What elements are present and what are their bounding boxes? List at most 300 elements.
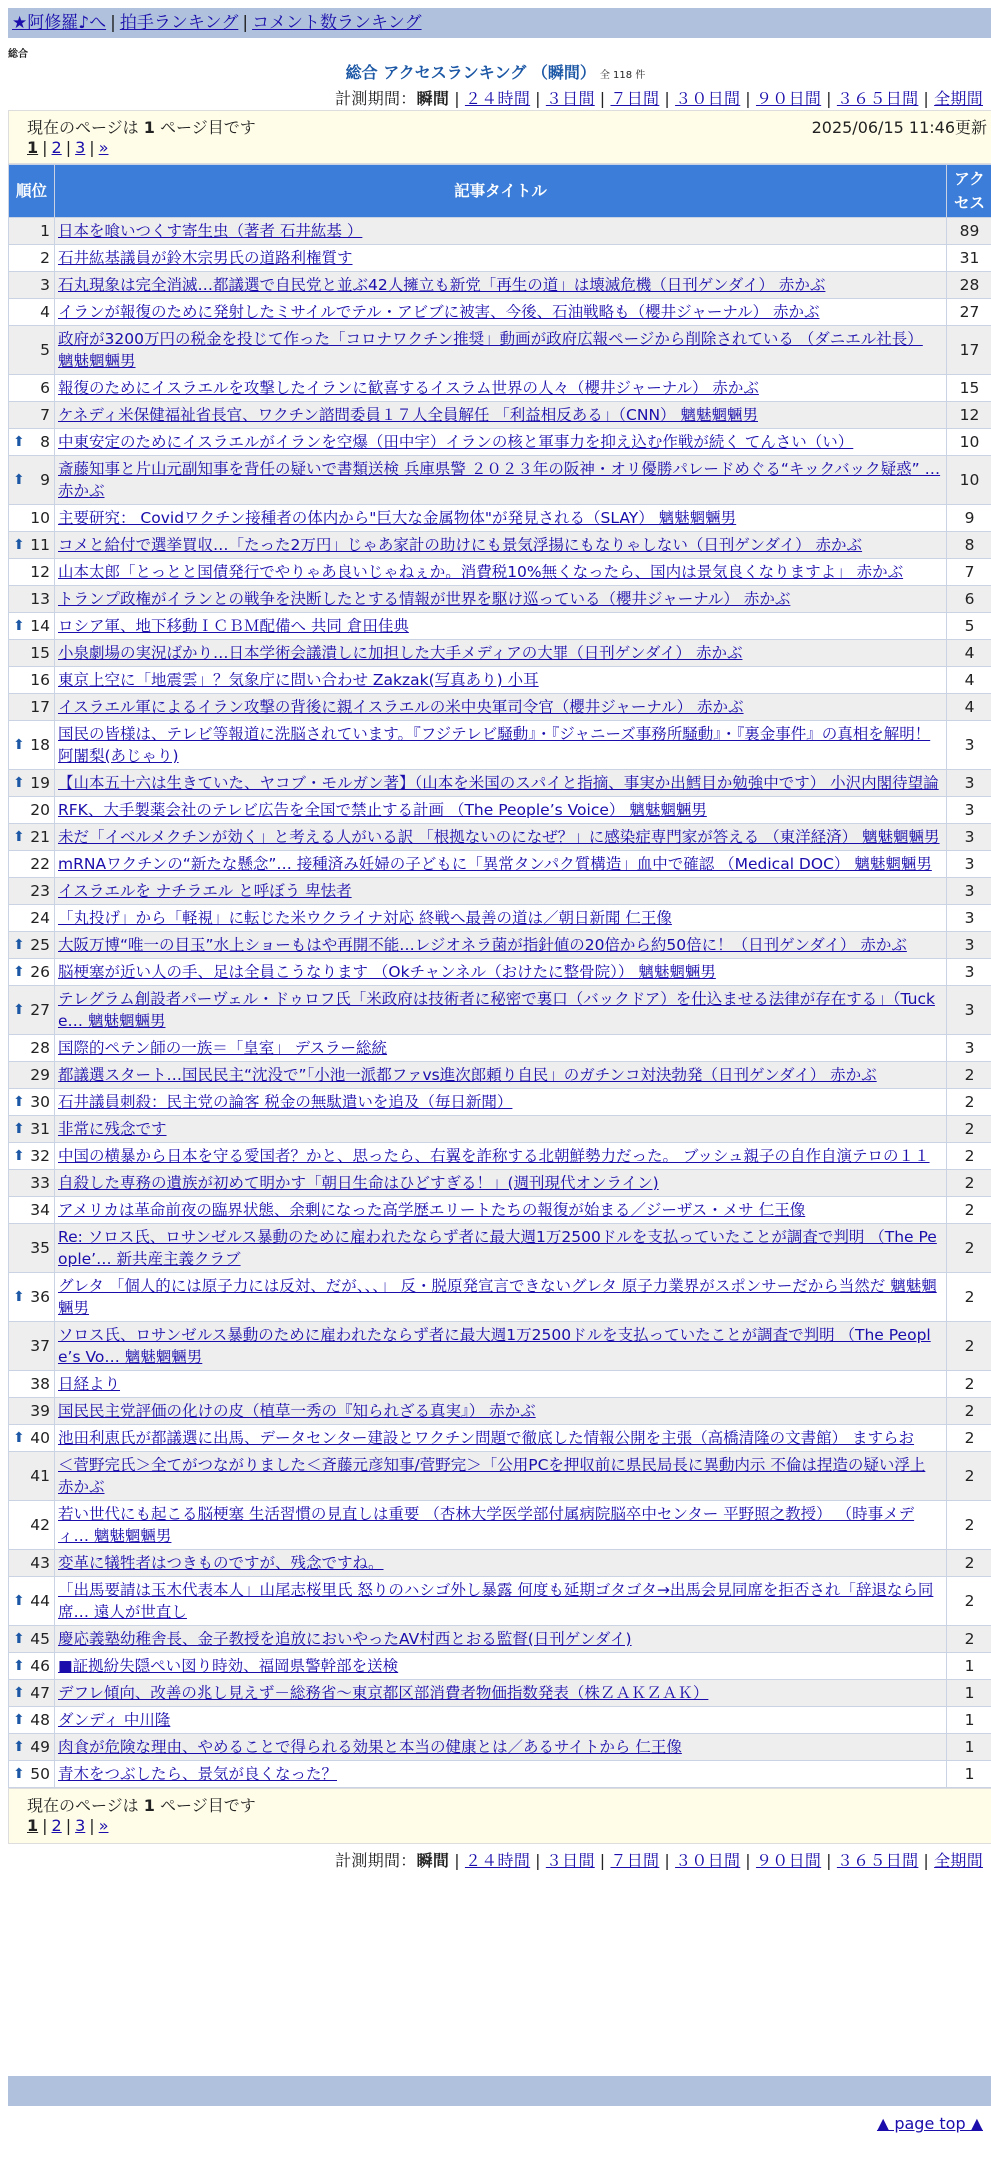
access-count: 2 — [947, 1550, 991, 1577]
access-count: 3 — [947, 878, 991, 905]
rank-number: 22 — [30, 855, 50, 873]
access-count: 2 — [947, 1398, 991, 1425]
period-selector-top — [335, 86, 983, 109]
article-link[interactable]: 非常に残念です — [58, 1120, 167, 1138]
period-option-link[interactable]: ３日間 — [545, 89, 595, 108]
title-cell — [55, 402, 947, 429]
rank-cell — [9, 1626, 55, 1653]
period-separator: | — [454, 89, 460, 108]
pager-top — [8, 110, 991, 164]
current-page-number: 1 — [143, 1796, 155, 1815]
article-link[interactable]: 【山本五十六は生きていた、ヤコブ・モルガン著】（山本を米国のスパイと指摘、事実か出鱈目か勉強中です） 小沢内閣待望論 — [58, 774, 939, 792]
title-cell — [55, 559, 947, 586]
period-label: 計測期間： — [335, 89, 417, 108]
title-header: 記事タイトル — [55, 165, 947, 218]
table-row — [9, 1322, 991, 1371]
table-row — [9, 1062, 991, 1089]
article-link[interactable]: 日経より — [58, 1375, 121, 1393]
article-link[interactable]: mRNAワクチンの“新たな懸念”… 接種済み妊婦の子どもに「異常タンパク質構造」血中で確認 （Medical DOC） 魑魅魍魎男 — [58, 855, 932, 873]
rank-number: 28 — [30, 1039, 50, 1057]
access-count: 17 — [947, 326, 991, 375]
article-link[interactable]: ソロス氏、ロサンゼルス暴動のために雇われたならず者に最大週1万2500ドルを支払っていたことが調査で判明 （The People’s Vo… 魑魅魍魎男 — [58, 1326, 931, 1366]
access-count: 5 — [947, 613, 991, 640]
page-link[interactable]: 3 — [75, 1816, 86, 1835]
access-count: 7 — [947, 559, 991, 586]
article-link[interactable]: ロシア軍、地下移動ＩＣＢＭ配備へ 共同 倉田佳典 — [58, 617, 409, 635]
period-option-link[interactable]: ３６５日間 — [836, 1851, 919, 1870]
access-count: 2 — [947, 1224, 991, 1273]
rank-cell — [9, 694, 55, 721]
rank-number: 26 — [30, 963, 50, 981]
table-row — [9, 1452, 991, 1501]
title-cell — [55, 1577, 947, 1626]
period-separator: | — [826, 1851, 832, 1870]
page-title-text: 総合 アクセスランキング （瞬間） — [345, 63, 596, 82]
article-link[interactable]: 国民の皆様は、テレビ等報道に洗脳されています。『フジテレビ騒動』・『ジャニーズ事務所騒動』・『裏金事件』の真相を解明！ 阿闍梨(あじゃり) — [58, 725, 931, 765]
rank-cell — [9, 1398, 55, 1425]
rank-cell — [9, 1062, 55, 1089]
rank-number: 13 — [30, 590, 50, 608]
pagination — [27, 1816, 108, 1835]
access-count: 3 — [947, 824, 991, 851]
rank-number: 11 — [30, 536, 50, 554]
rank-cell — [9, 1116, 55, 1143]
article-link[interactable]: イランが報復のために発射したミサイルでテル・アビブに被害、今後、石油戦略も（櫻井ジャーナル） 赤かぶ — [58, 303, 820, 321]
article-link[interactable]: トランプ政権がイランとの戦争を決断したとする情報が世界を駆け巡っている（櫻井ジャーナル） 赤かぶ — [58, 590, 791, 608]
rank-number: 38 — [30, 1375, 50, 1393]
access-count: 28 — [947, 272, 991, 299]
table-row — [9, 1577, 991, 1626]
period-separator: | — [664, 1851, 671, 1870]
rank-cell — [9, 932, 55, 959]
article-link[interactable]: 中東安定のためにイスラエルがイランを空爆（田中宇）イランの核と軍事力を抑え込む作戦が続く てんさい（い） — [58, 433, 854, 451]
rank-cell — [9, 878, 55, 905]
clap-ranking-link[interactable]: 拍手ランキング — [119, 13, 239, 33]
access-count: 3 — [947, 959, 991, 986]
period-separator: | — [745, 89, 751, 108]
page-link[interactable]: 2 — [51, 138, 62, 157]
rank-number: 29 — [30, 1066, 50, 1084]
access-count: 4 — [947, 640, 991, 667]
up-arrow-icon: ⬆ — [13, 1430, 25, 1446]
rank-number: 31 — [30, 1120, 50, 1138]
rank-cell — [9, 1089, 55, 1116]
title-cell — [55, 1224, 947, 1273]
rank-number: 1 — [40, 222, 50, 240]
title-cell — [55, 375, 947, 402]
rank-cell — [9, 402, 55, 429]
rank-number: 37 — [30, 1337, 50, 1355]
period-separator: | — [454, 1851, 460, 1870]
table-row — [9, 1680, 991, 1707]
rank-cell — [9, 721, 55, 770]
article-link[interactable]: 小泉劇場の実況ばかり…日本学術会議潰しに加担した大手メディアの大罪（日刊ゲンダイ） 赤かぶ — [58, 644, 743, 662]
up-arrow-icon: ⬆ — [13, 1766, 25, 1782]
title-cell — [55, 1273, 947, 1322]
table-row — [9, 667, 991, 694]
rank-number: 43 — [30, 1554, 50, 1572]
title-cell — [55, 1626, 947, 1653]
up-arrow-icon: ⬆ — [13, 937, 25, 953]
rank-cell — [9, 640, 55, 667]
table-row — [9, 1371, 991, 1398]
top-nav-bar — [8, 8, 991, 38]
up-arrow-icon: ⬆ — [13, 434, 25, 450]
up-arrow-icon: ⬆ — [13, 618, 25, 634]
rank-number: 12 — [30, 563, 50, 581]
access-count: 3 — [947, 770, 991, 797]
page-link[interactable]: 3 — [75, 138, 86, 157]
table-row — [9, 1035, 991, 1062]
rank-cell — [9, 1322, 55, 1371]
rank-number: 18 — [30, 736, 50, 754]
rank-cell — [9, 797, 55, 824]
page-separator: | — [89, 138, 95, 157]
table-row — [9, 770, 991, 797]
article-link[interactable]: Re: ソロス氏、ロサンゼルス暴動のために雇われたならず者に最大週1万2500ドルを支払っていたことが調査で判明 （The People’… 新共産主義クラブ — [58, 1228, 937, 1268]
page-top-link[interactable]: ▲ page top ▲ — [876, 2114, 983, 2133]
current-page-prefix: 現在のページは — [27, 1796, 144, 1815]
table-row — [9, 1550, 991, 1577]
rank-number: 50 — [30, 1765, 50, 1783]
rank-number: 36 — [30, 1288, 50, 1306]
table-row — [9, 559, 991, 586]
title-cell — [55, 770, 947, 797]
page-separator: | — [89, 1816, 95, 1835]
article-link[interactable]: 石丸現象は完全消滅…都議選で自民党と並ぶ42人擁立も新党「再生の道」は壊滅危機（日刊ゲンダイ） 赤かぶ — [58, 276, 826, 294]
ranking-body — [9, 218, 991, 1788]
article-link[interactable]: ■証拠紛失隠ぺい図り時効、福岡県警幹部を送検 — [58, 1657, 399, 1675]
rank-cell — [9, 326, 55, 375]
table-row — [9, 1653, 991, 1680]
title-cell — [55, 613, 947, 640]
table-row — [9, 402, 991, 429]
access-count: 8 — [947, 532, 991, 559]
article-link[interactable]: 未だ「イベルメクチンが効く」と考える人がいる訳 「根拠ないのになぜ？」に感染症専門家が答える （東洋経済） 魑魅魍魎男 — [58, 828, 940, 846]
period-option-link[interactable]: 全期間 — [934, 89, 983, 108]
title-cell — [55, 878, 947, 905]
up-arrow-icon: ⬆ — [13, 964, 25, 980]
access-count: 3 — [947, 905, 991, 932]
period-option-link[interactable]: ９０日間 — [755, 89, 822, 108]
access-count: 2 — [947, 1577, 991, 1626]
period-separator: | — [826, 89, 832, 108]
rank-number: 19 — [30, 774, 50, 792]
title-cell — [55, 1398, 947, 1425]
nav-separator: | — [242, 13, 249, 33]
article-link[interactable]: 国民民主党評価の化けの皮（植草一秀の『知られざる真実』） 赤かぶ — [58, 1402, 536, 1420]
title-cell — [55, 824, 947, 851]
article-link[interactable]: ケネディ米保健福祉省長官、ワクチン諮問委員１７人全員解任 「利益相反ある」（CNN） 魑魅魍魎男 — [58, 406, 758, 424]
article-link[interactable]: ダンディ 中川隆 — [58, 1711, 171, 1729]
article-link[interactable]: 報復のためにイスラエルを攻撃したイランに歓喜するイスラム世界の人々（櫻井ジャーナル） 赤かぶ — [58, 379, 759, 397]
rank-cell — [9, 1501, 55, 1550]
rank-cell — [9, 1680, 55, 1707]
article-link[interactable]: 都議選スタート…国民民主“沈没で”「小池一派都ファvs進次郎頼り自民」のガチンコ対決勃発（日刊ゲンダイ） 赤かぶ — [58, 1066, 877, 1084]
table-row — [9, 245, 991, 272]
article-link[interactable]: 斎藤知事と片山元副知事を背任の疑いで書類送検 兵庫県警 ２０２３年の阪神・オリ優勝パレードめぐる“キックバック疑惑” … 赤かぶ — [58, 460, 941, 500]
period-option-link[interactable]: ２４時間 — [464, 89, 531, 108]
up-arrow-icon: ⬆ — [13, 1094, 25, 1110]
table-row — [9, 299, 991, 326]
period-option-link[interactable]: ７日間 — [610, 89, 660, 108]
article-link[interactable]: 青木をつぶしたら、景気が良くなった？ — [58, 1765, 338, 1783]
article-link[interactable]: 主要研究： Covidワクチン接種者の体内から"巨大な金属物体"が発見される（SLAY） 魑魅魍魎男 — [58, 509, 737, 527]
rank-cell — [9, 824, 55, 851]
table-row — [9, 959, 991, 986]
access-count: 12 — [947, 402, 991, 429]
article-link[interactable]: 「出馬要請は玉木代表本人」山尾志桜里氏 怒りのハシゴ外し暴露 何度も延期ゴタゴタ→出馬会見同席を拒否され「辞退なら同席… 遠人が世直し — [58, 1581, 934, 1621]
table-row — [9, 694, 991, 721]
title-cell — [55, 1452, 947, 1501]
rank-number: 14 — [30, 617, 50, 635]
rank-number: 7 — [40, 406, 50, 424]
comment-ranking-link[interactable]: コメント数ランキング — [252, 13, 422, 33]
up-arrow-icon: ⬆ — [13, 1121, 25, 1137]
rank-cell — [9, 1761, 55, 1788]
table-row — [9, 1425, 991, 1452]
rank-cell — [9, 1452, 55, 1501]
table-row — [9, 1501, 991, 1550]
table-row — [9, 905, 991, 932]
access-count: 4 — [947, 667, 991, 694]
article-link[interactable]: 中国の横暴から日本を守る愛国者？かと、思ったら、右翼を詐称する北朝鮮勢力だった。 ブッシュ親子の自作自演テロの１１ — [58, 1147, 930, 1165]
title-cell — [55, 532, 947, 559]
table-row — [9, 272, 991, 299]
rank-cell — [9, 770, 55, 797]
access-count: 1 — [947, 1653, 991, 1680]
up-arrow-icon: ⬆ — [13, 1289, 25, 1305]
title-cell — [55, 959, 947, 986]
rank-cell — [9, 429, 55, 456]
article-link[interactable]: イスラエルを ナチラエル と呼ぼう 卑怯者 — [58, 882, 352, 900]
title-cell — [55, 1035, 947, 1062]
access-count: 9 — [947, 505, 991, 532]
title-cell — [55, 429, 947, 456]
rank-number: 23 — [30, 882, 50, 900]
current-page-suffix: ページ目です — [154, 1796, 256, 1815]
article-link[interactable]: 東京上空に「地震雲」？気象庁に問い合わせ Zakzak(写真あり) 小耳 — [58, 671, 539, 689]
access-header: アクセス — [947, 165, 991, 218]
title-cell — [55, 299, 947, 326]
rank-number: 42 — [30, 1516, 50, 1534]
article-link[interactable]: 「丸投げ」から「軽視」に転じた米ウクライナ対応 終戦へ最善の道は／朝日新聞 仁王像 — [58, 909, 672, 927]
article-link[interactable]: 政府が3200万円の税金を投じて作った「コロナワクチン推奨」動画が政府広報ページから削除されている （ダニエル社長） 魑魅魍魎男 — [58, 330, 923, 370]
article-link[interactable]: デフレ傾向、改善の兆し見えず－総務省～東京都区部消費者物価指数発表（株ＺＡＫＺＡＫ） — [58, 1684, 709, 1702]
period-option-link[interactable]: ３０日間 — [675, 89, 741, 108]
title-cell — [55, 1653, 947, 1680]
table-row — [9, 1197, 991, 1224]
title-cell — [55, 905, 947, 932]
period-option-link[interactable]: ３６５日間 — [836, 89, 919, 108]
table-row — [9, 1116, 991, 1143]
rank-number: 4 — [40, 303, 50, 321]
access-count: 6 — [947, 586, 991, 613]
period-option-link[interactable]: ２４時間 — [464, 1851, 531, 1870]
table-row — [9, 456, 991, 505]
period-option-link[interactable]: ９０日間 — [755, 1851, 822, 1870]
rank-number: 9 — [40, 471, 50, 489]
rank-number: 10 — [30, 509, 50, 527]
table-row — [9, 824, 991, 851]
rank-cell — [9, 299, 55, 326]
rank-number: 48 — [30, 1711, 50, 1729]
period-label: 計測期間： — [335, 1851, 417, 1870]
title-cell — [55, 1680, 947, 1707]
rank-cell — [9, 1425, 55, 1452]
current-page-text — [27, 1793, 256, 1816]
article-link[interactable]: イスラエル軍によるイラン攻撃の背後に親イスラエルの米中央軍司令官（櫻井ジャーナル） 赤かぶ — [58, 698, 744, 716]
access-count: 2 — [947, 1501, 991, 1550]
rank-number: 6 — [40, 379, 50, 397]
ranking-table — [8, 164, 991, 1788]
rank-cell — [9, 1224, 55, 1273]
updated-timestamp: 2025/06/15 11:46更新 — [811, 118, 987, 137]
period-selector-bottom — [335, 1848, 983, 1871]
period-option-link[interactable]: ３０日間 — [675, 1851, 741, 1870]
home-link[interactable]: ★阿修羅♪へ — [12, 13, 107, 33]
access-count: 15 — [947, 375, 991, 402]
rank-number: 30 — [30, 1093, 50, 1111]
rank-number: 27 — [30, 1001, 50, 1019]
rank-cell — [9, 272, 55, 299]
access-count: 3 — [947, 721, 991, 770]
period-option-current: 瞬間 — [416, 89, 450, 108]
rank-number: 34 — [30, 1201, 50, 1219]
title-cell — [55, 326, 947, 375]
table-row — [9, 1734, 991, 1761]
article-link[interactable]: 日本を喰いつくす寄生虫（著者 石井紘基 ） — [58, 222, 363, 240]
table-row — [9, 640, 991, 667]
title-cell — [55, 1707, 947, 1734]
rank-number: 8 — [40, 433, 50, 451]
period-separator: | — [535, 1851, 541, 1870]
table-row — [9, 429, 991, 456]
rank-cell — [9, 1550, 55, 1577]
article-link[interactable]: グレタ 「個人的には原子力には反対、だが、、、」 反・脱原発宣言できないグレタ 原子力業界がスポンサーだから当然だ 魑魅魍魎男 — [58, 1277, 937, 1317]
period-separator: | — [664, 89, 671, 108]
title-cell — [55, 1089, 947, 1116]
rank-cell — [9, 1035, 55, 1062]
table-row — [9, 1089, 991, 1116]
period-separator: | — [923, 1851, 930, 1870]
article-link[interactable]: 山本太郎「とっとと国債発行でやりゃあ良いじゃねぇか。消費税10%無くなったら、国内は景気良くなりますよ」 赤かぶ — [58, 563, 904, 581]
rank-number: 15 — [30, 644, 50, 662]
article-link[interactable]: 変革に犠牲者はつきものですが、残念ですね。 — [58, 1554, 384, 1572]
rank-number: 2 — [40, 249, 50, 267]
title-cell — [55, 1550, 947, 1577]
rank-cell — [9, 532, 55, 559]
article-link[interactable]: 脳梗塞が近い人の手、足は全員こうなります （Okチャンネル（おけたに整骨院）） 魑魅魍魎男 — [58, 963, 716, 981]
rank-cell — [9, 1577, 55, 1626]
access-count: 1 — [947, 1707, 991, 1734]
period-separator: | — [599, 1851, 606, 1870]
article-link[interactable]: 肉食が危険な理由、やめることで得られる効果と本当の健康とは／あるサイトから 仁王像 — [58, 1738, 682, 1756]
rank-cell — [9, 959, 55, 986]
rank-number: 21 — [30, 828, 50, 846]
article-link[interactable]: RFK、大手製薬会社のテレビ広告を全国で禁止する計画 （The People’s Voice） 魑魅魍魎男 — [58, 801, 707, 819]
title-cell — [55, 640, 947, 667]
article-link[interactable]: 大阪万博“唯一の目玉”水上ショーもはや再開不能…レジオネラ菌が指針値の20倍から約50倍に！（日刊ゲンダイ） 赤かぶ — [58, 936, 907, 954]
rank-cell — [9, 851, 55, 878]
page-current: 1 — [27, 1816, 39, 1835]
article-link[interactable]: コメと給付で選挙買収…「たった2万円」じゃあ家計の助けにも景気浮揚にもなりゃしない（日刊ゲンダイ） 赤かぶ — [58, 536, 863, 554]
page-link[interactable]: 2 — [51, 1816, 62, 1835]
article-link[interactable]: 池田利恵氏が都議選に出馬、データセンター建設とワクチン問題で徹底した情報公開を主張（高橋清隆の文書館） ますらお — [58, 1429, 915, 1447]
table-row — [9, 851, 991, 878]
rank-number: 25 — [30, 936, 50, 954]
title-cell — [55, 1734, 947, 1761]
period-option-link[interactable]: ３日間 — [545, 1851, 595, 1870]
article-link[interactable]: ＜菅野完氏＞全てがつながりました＜斉藤元彦知事/菅野完＞「公用PCを押収前に県民局長に異動内示 不倫は捏造の疑い浮上 赤かぶ — [58, 1456, 926, 1496]
table-row — [9, 1707, 991, 1734]
period-separator: | — [923, 89, 930, 108]
pager-bottom — [8, 1788, 991, 1844]
page-separator: | — [65, 138, 72, 157]
table-row — [9, 721, 991, 770]
access-count: 10 — [947, 456, 991, 505]
article-link[interactable]: 慶応義塾幼稚舎長、金子教授を追放においやったAV村西とおる監督(日刊ゲンダイ) — [58, 1630, 632, 1648]
rank-number: 5 — [40, 341, 50, 359]
up-arrow-icon: ⬆ — [13, 1712, 25, 1728]
page-title — [0, 60, 991, 83]
current-page-suffix: ページ目です — [154, 118, 256, 137]
up-arrow-icon: ⬆ — [13, 1593, 25, 1609]
rank-cell — [9, 1734, 55, 1761]
title-cell — [55, 1761, 947, 1788]
article-link[interactable]: 石井議員刺殺：民主党の論客 税金の無駄遣いを追及（毎日新聞） — [58, 1093, 513, 1111]
rank-cell — [9, 505, 55, 532]
table-row — [9, 932, 991, 959]
period-option-link[interactable]: 全期間 — [934, 1851, 983, 1870]
table-row — [9, 1626, 991, 1653]
nav-separator: | — [110, 13, 116, 33]
title-cell — [55, 1062, 947, 1089]
page-next-link[interactable]: » — [98, 138, 109, 157]
rank-number: 46 — [30, 1657, 50, 1675]
rank-number: 47 — [30, 1684, 50, 1702]
rank-number: 44 — [30, 1592, 50, 1610]
period-separator: | — [535, 89, 541, 108]
rank-number: 40 — [30, 1429, 50, 1447]
access-count: 3 — [947, 1035, 991, 1062]
rank-cell — [9, 456, 55, 505]
rank-number: 32 — [30, 1147, 50, 1165]
table-row — [9, 1273, 991, 1322]
page-next-link[interactable]: » — [98, 1816, 109, 1835]
article-link[interactable]: テレグラム創設者パーヴェル・ドゥロフ氏「米政府は技術者に秘密で裏口（バックドア）を仕込ませる法律が存在する」（Tucke… 魑魅魍魎男 — [58, 990, 935, 1030]
title-cell — [55, 1501, 947, 1550]
page-separator: | — [42, 138, 48, 157]
current-page-number: 1 — [143, 118, 155, 137]
access-count: 2 — [947, 1371, 991, 1398]
rank-number: 45 — [30, 1630, 50, 1648]
table-row — [9, 375, 991, 402]
access-count: 31 — [947, 245, 991, 272]
article-link[interactable]: アメリカは革命前夜の臨界状態、余剰になった高学歴エリートたちの報復が始まる／ジーザス・メサ 仁王像 — [58, 1201, 806, 1219]
title-cell — [55, 797, 947, 824]
article-link[interactable]: 若い世代にも起こる脳梗塞 生活習慣の見直しは重要 （杏林大学医学部付属病院脳卒中センター 平野照之教授） （時事メディ… 魑魅魍魎男 — [58, 1505, 915, 1545]
access-count: 89 — [947, 218, 991, 245]
page-separator: | — [42, 1816, 48, 1835]
period-option-link[interactable]: ７日間 — [610, 1851, 660, 1870]
table-row — [9, 1398, 991, 1425]
article-link[interactable]: 自殺した専務の遺族が初めて明かす「朝日生命はひどすぎる！」(週刊現代オンライン) — [58, 1174, 659, 1192]
table-row — [9, 797, 991, 824]
access-count: 4 — [947, 694, 991, 721]
article-link[interactable]: 石井紘基議員が鈴木宗男氏の道路利権質す — [58, 249, 353, 267]
article-link[interactable]: 国際的ペテン師の一族＝「皇室」 デスラー総統 — [58, 1039, 388, 1057]
